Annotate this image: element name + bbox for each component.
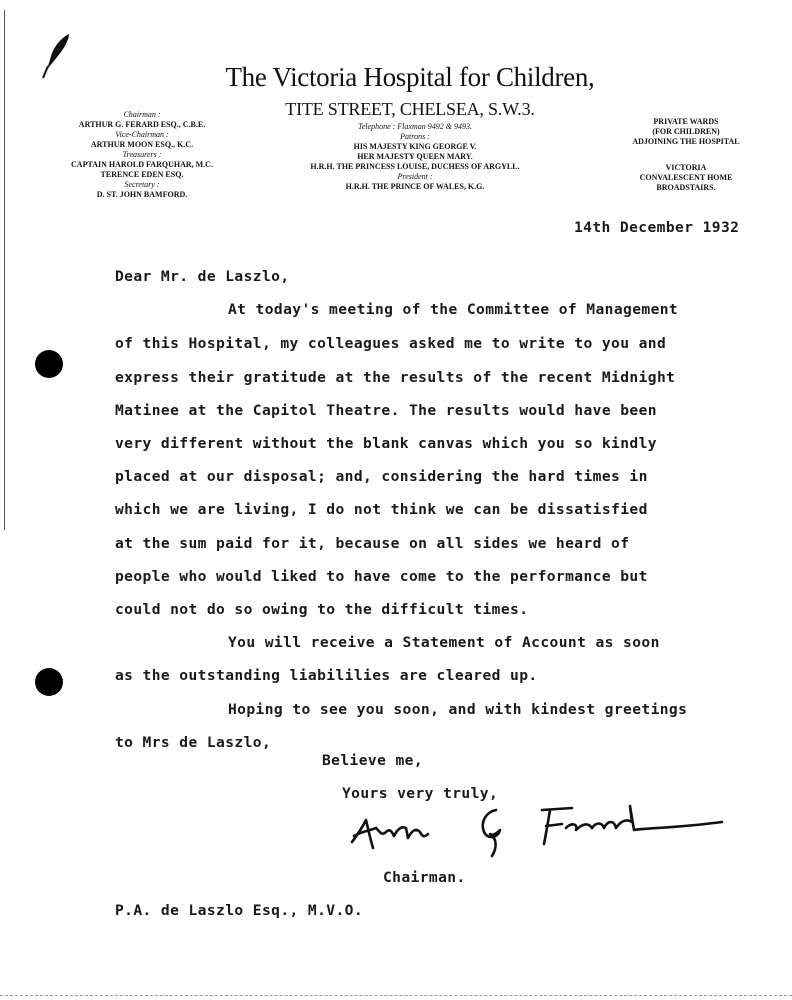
private-wards-line: (FOR CHILDREN) — [652, 127, 720, 136]
president-heading: President : — [397, 172, 433, 181]
officer-name: D. ST. JOHN BAMFORD. — [96, 190, 188, 199]
body-line: as the outstanding liabililies are cleared up. — [115, 667, 538, 684]
punch-hole — [35, 668, 63, 696]
body-line: Matinee at the Capitol Theatre. The results would have been — [115, 402, 657, 419]
convalescent-line: BROADSTAIRS. — [656, 183, 716, 192]
closing-yours-truly: Yours very truly, — [342, 785, 499, 802]
body-line: Hoping to see you soon, and with kindest greetings — [228, 701, 688, 718]
patron-name: H.R.H. THE PRINCESS LOUISE, DUCHESS OF ARGYLL. — [310, 162, 520, 171]
private-wards-line: ADJOINING THE HOSPITAL — [632, 137, 740, 146]
president-name: H.R.H. THE PRINCE OF WALES, K.G. — [345, 182, 485, 191]
convalescent-line: CONVALESCENT HOME — [639, 173, 733, 182]
private-wards-block — [596, 117, 776, 147]
letter-date: 14th December 1932 — [574, 219, 740, 236]
convalescent-home-block — [596, 163, 776, 193]
officer-name: TERENCE EDEN ESQ. — [100, 170, 184, 179]
patron-name: HER MAJESTY QUEEN MARY. — [357, 152, 473, 161]
private-wards-line: PRIVATE WARDS — [653, 117, 719, 126]
officer-role: Treasurers : — [122, 150, 162, 159]
body-line: of this Hospital, my colleagues asked me to write to you and — [115, 335, 667, 352]
salutation: Dear Mr. de Laszlo, — [115, 268, 290, 285]
officers-list — [52, 110, 232, 200]
telephone-line: Telephone : Flaxman 9492 & 9493. — [358, 122, 472, 131]
patrons-heading: Patrons : — [400, 132, 430, 141]
officer-role: Vice-Chairman : — [115, 130, 169, 139]
body-line: which we are living, I do not think we can be dissatisfied — [115, 501, 648, 518]
signature-title: Chairman. — [383, 869, 466, 886]
recipient-address: P.A. de Laszlo Esq., M.V.O. — [115, 902, 364, 919]
officer-name: ARTHUR MOON ESQ., K.C. — [90, 140, 194, 149]
hospital-name: The Victoria Hospital for Children, — [225, 62, 595, 92]
officer-role: Secretary : — [124, 180, 160, 189]
officer-role: Chairman : — [123, 110, 161, 119]
page-bottom-edge — [0, 995, 792, 996]
punch-hole — [35, 350, 63, 378]
handwritten-signature — [346, 798, 726, 860]
body-line: At today's meeting of the Committee of Management — [228, 301, 679, 318]
hospital-address: TITE STREET, CHELSEA, S.W.3. — [285, 99, 535, 119]
body-line: to Mrs de Laszlo, — [115, 734, 272, 751]
body-line: could not do so owing to the difficult times. — [115, 601, 529, 618]
body-line: You will receive a Statement of Account as soon — [228, 634, 660, 651]
body-line: express their gratitude at the results of the recent Midnight — [115, 369, 676, 386]
convalescent-line: VICTORIA — [665, 163, 707, 172]
patrons-block — [250, 122, 580, 192]
quill-pen-icon — [36, 32, 76, 80]
officer-name: CAPTAIN HAROLD FARQUHAR, M.C. — [71, 160, 213, 169]
page-edge-line — [4, 10, 5, 530]
body-line: people who would liked to have come to the performance but — [115, 568, 648, 585]
officer-name: ARTHUR G. FERARD ESQ., C.B.E. — [78, 120, 206, 129]
body-line: very different without the blank canvas which you so kindly — [115, 435, 657, 452]
closing-believe-me: Believe me, — [322, 752, 424, 769]
body-line: placed at our disposal; and, considering the hard times in — [115, 468, 648, 485]
body-line: at the sum paid for it, because on all sides we heard of — [115, 535, 630, 552]
patron-name: HIS MAJESTY KING GEORGE V. — [353, 142, 477, 151]
